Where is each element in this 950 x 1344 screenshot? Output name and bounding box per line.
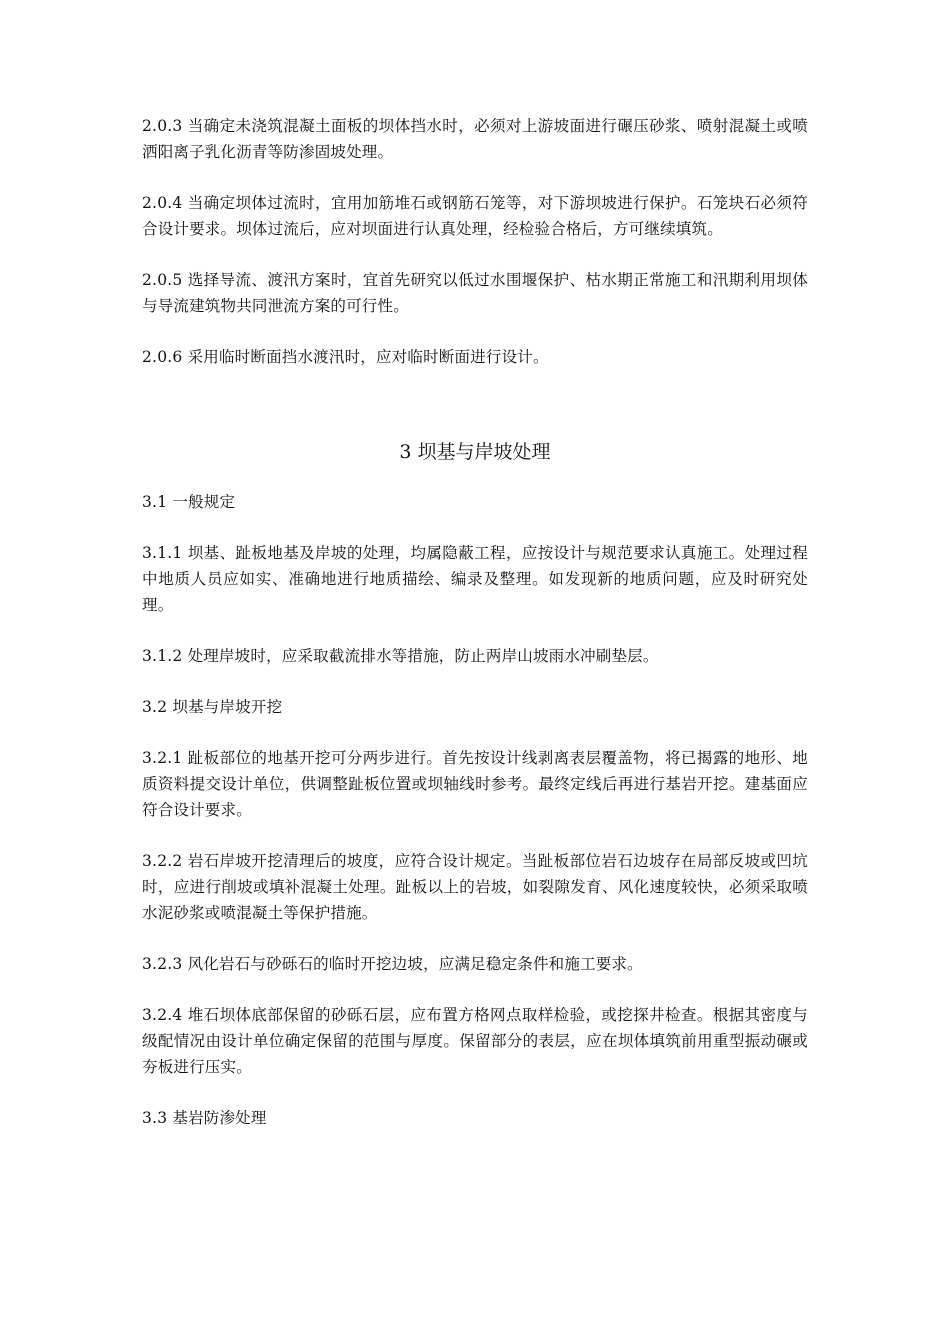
section-3-1-heading: 3.1 一般规定 (142, 493, 236, 511)
section-3-3-heading: 3.3 基岩防渗处理 (142, 1109, 267, 1127)
paragraph-2-0-5: 2.0.5 选择导流、渡汛方案时，宜首先研究以低过水围堰保护、枯水期正常施工和汛期利用坝体与导流建筑物共同泄流方案的可行性。 (142, 271, 808, 315)
paragraph-2-0-4: 2.0.4 当确定坝体过流时，宜用加筋堆石或钢筋石笼等，对下游坝坡进行保护。石笼块石必须符合设计要求。坝体过流后，应对坝面进行认真处理，经检验合格后，方可继续填筑。 (142, 194, 808, 238)
document-page (142, 113, 808, 1131)
paragraph-3-2-3: 3.2.3 风化岩石与砂砾石的临时开挖边坡，应满足稳定条件和施工要求。 (142, 955, 643, 973)
paragraph-3-1-2: 3.1.2 处理岸坡时，应采取截流排水等措施，防止两岸山坡雨水冲刷垫层。 (142, 647, 659, 665)
chapter-3-heading: 3 坝基与岸坡处理 (399, 441, 551, 463)
paragraph-3-1-1: 3.1.1 坝基、趾板地基及岸坡的处理，均属隐蔽工程，应按设计与规范要求认真施工。处理过程中地质人员应如实、准确地进行地质描绘、编录及整理。如发现新的地质问题，应及时研究处理。 (142, 544, 808, 614)
paragraph-3-2-1: 3.2.1 趾板部位的地基开挖可分两步进行。首先按设计线剥离表层覆盖物，将已揭露的地形、地质资料提交设计单位，供调整趾板位置或坝轴线时参考。最终定线后再进行基岩开挖。建基面应符合设计要求。 (142, 749, 808, 819)
paragraph-3-2-2: 3.2.2 岩石岸坡开挖清理后的坡度，应符合设计规定。当趾板部位岩石边坡存在局部反坡或凹坑时，应进行削坡或填补混凝土处理。趾板以上的岩坡，如裂隙发育、风化速度较快，必须采取喷水泥砂浆或喷混凝土等保护措施。 (142, 852, 808, 922)
paragraph-2-0-6: 2.0.6 采用临时断面挡水渡汛时，应对临时断面进行设计。 (142, 348, 549, 366)
paragraph-2-0-3: 2.0.3 当确定未浇筑混凝土面板的坝体挡水时，必须对上游坡面进行碾压砂浆、喷射混凝土或喷洒阳离子乳化沥青等防渗固坡处理。 (142, 117, 808, 161)
paragraph-3-2-4: 3.2.4 堆石坝体底部保留的砂砾石层，应布置方格网点取样检验，或挖探井检查。根据其密度与级配情况由设计单位确定保留的范围与厚度。保留部分的表层，应在坝体填筑前用重型振动碾或夯板进行压实。 (142, 1006, 808, 1076)
section-3-2-heading: 3.2 坝基与岸坡开挖 (142, 698, 283, 716)
